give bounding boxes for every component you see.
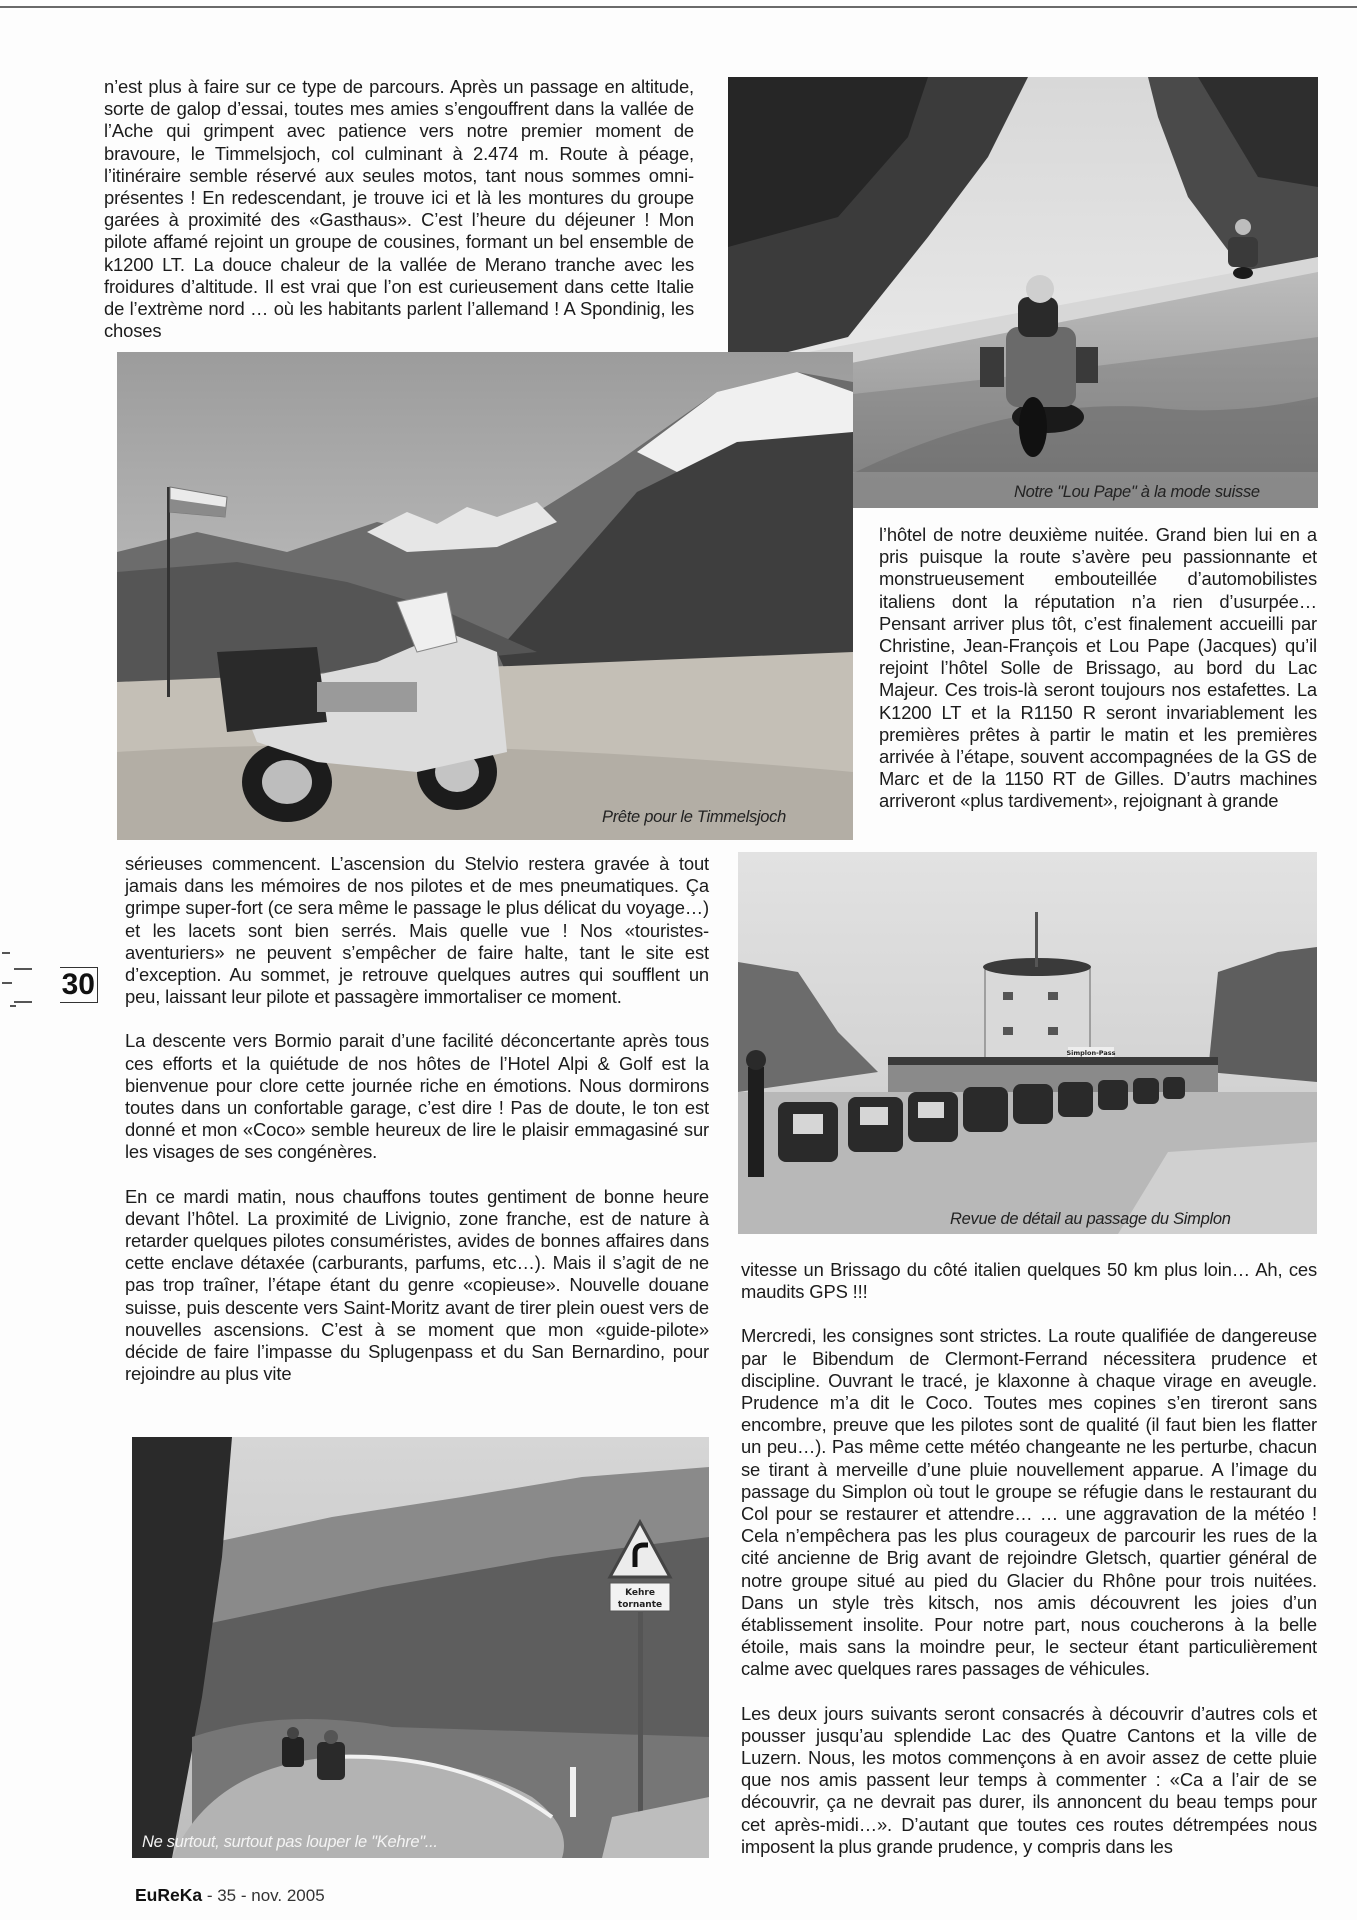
- caption-timmelsjoch: Prête pour le Timmelsjoch: [602, 808, 787, 826]
- photo-simplon: [738, 852, 1317, 1234]
- paragraph: Les deux jours suivants seront consacrés à découvrir d’autres cols et pousser jusqu’au splendide Lac des Quatre Cantons et la ville de Luzern. Nous, les motos commençons à en avoir assez de cette pluie que nos amis passent leur temps à commenter : «Ca a l’air de se découvrir, ça ne devrait pas durer, ils annoncent du beau temps pour cet après-midi…». D’autant que toutes ces routes détrempées nous imposent la plus grande prudence, y compris dans les: [741, 1702, 1317, 1857]
- paragraph: En ce mardi matin, nous chauffons toutes gentiment de bonne heure devant l’hôtel. La proximité de Livignio, zone franche, est de nature à retarder quelques pilotes consuméristes, avides de bonnes affaires dans cette enclave détaxée (carburants, parfums, etc…). Mais il s’agit de ne pas trop traîner, l’étape étant du genre «copieuse». Nouvelle douane suisse, puis descente vers Saint-Moritz avant de tirer plein ouest vers de nouvelles ascensions. C’est à se moment que mon «guide-pilote» décide de faire l’impasse du Splugenpass et du San Bernardino, pour rejoindre au plus vite: [125, 1185, 709, 1385]
- article-text-block-1: [104, 76, 694, 342]
- article-text-block-2: [879, 524, 1317, 813]
- footer-date: nov. 2005: [251, 1886, 325, 1905]
- page-number: 30: [60, 967, 98, 1003]
- page-footer: [135, 1885, 325, 1906]
- photo-timmelsjoch: [117, 352, 853, 840]
- photo-timmelsjoch-image: [117, 352, 853, 840]
- footer-issue-number: 35: [217, 1886, 237, 1905]
- top-rule: [0, 6, 1357, 8]
- paragraph: La descente vers Bormio parait d’une facilité déconcertante après tous ces efforts et la quiétude de nos hôtes de l’Hotel Alpi & Golf est la bienvenue pour clore cette journée riche en émotions. Nous dormirons toutes dans un confortable garage, c’est dire ! Pas de doute, le ton est donné et mon «Coco» semble heureux de lire le plaisir emmagasiné sur les visages de ses congénères.: [125, 1030, 709, 1163]
- margin-tick: [10, 1005, 16, 1007]
- paragraph: n’est plus à faire sur ce type de parcours. Après un passage en altitude, sorte de galop d’essai, toutes mes amies s’engouffrent dans la vallée de l’Ache qui grimpent avec patience vers notre premier moment de bravoure, le Timmelsjoch, col culminant à 2.474 m. Route à péage, l’itinéraire semble réservé aux seules motos, tant nous sommes omni-présentes ! En redescendant, je trouve ici et là les montures du groupe garées à proximité des «Gasthaus». C’est l’heure du déjeuner ! Mon pilote affamé rejoint un groupe de cousines, formant un bel ensemble de k1200 LT. La douce chaleur de la vallée de Merano tranche avec les froidures d’altitude. Il est vrai que l’on est curieusement dans cette Italie de l’extrème nord … où les habitants parlent l’allemand ! A Spondinig, les choses: [104, 76, 694, 342]
- paragraph: sérieuses commencent. L’ascension du Stelvio restera gravée à tout jamais dans les mémoires de nos pilotes et de mes pneumatiques. Ça grimpe super-fort (ce sera même le passage le plus délicat du voyage…) et les lacets sont bien serrés. Mais quelle vue ! Nos «touristes-aventuriers» ne peuvent s’empêcher de faire halte, tant le site est d’exception. Au sommet, je retrouve quelques autres qui soufflent un peu, laissant leur pilote et passagère immortaliser ce moment.: [125, 853, 709, 1008]
- kehre-sign-line-2: tornante: [617, 1600, 663, 1610]
- margin-tick: [2, 982, 12, 984]
- article-text-block-3: [125, 853, 709, 1385]
- footer-separator: -: [236, 1886, 252, 1905]
- photo-simplon-image: [738, 852, 1317, 1234]
- footer-separator: -: [202, 1886, 218, 1905]
- caption-kehre: Ne surtout, surtout pas louper le "Kehre"...: [142, 1833, 438, 1851]
- paragraph: l’hôtel de notre deuxième nuitée. Grand bien lui en a pris puisque la route s’avère peu passionnante et monstrueusement embouteillée d’automobilistes italiens dont la réputation n’a rien d’usurpée… Pensant arriver plus tôt, c’est finalement accueilli par Christine, Jean-François et Lou Pape (Jacques) qu’il rejoint l’hôtel Solle de Brissago, au bord du Lac Majeur. Ces trois-là seront toujours nos estafettes. La K1200 LT et la R1150 R seront invariablement les premières prêtes à partir le matin et les premières arrivée à l’étape, souvent accompagnées de la GS de Marc et de la 1150 RT de Gilles. D’autrs machines arriveront «plus tardivement», rejoignant à grande: [879, 524, 1317, 812]
- caption-simplon: Revue de détail au passage du Simplon: [950, 1210, 1231, 1228]
- caption-lou-pape: Notre "Lou Pape" à la mode suisse: [1014, 483, 1260, 501]
- article-text-block-4: [741, 1259, 1317, 1858]
- footer-magazine-name: EuReKa: [135, 1885, 203, 1905]
- kehre-sign-line-1: Kehre: [625, 1588, 655, 1598]
- margin-tick: [2, 952, 10, 954]
- margin-tick: [14, 968, 32, 970]
- photo-kehre: [132, 1437, 709, 1858]
- photo-kehre-image: [132, 1437, 709, 1858]
- paragraph: vitesse un Brissago du côté italien quelques 50 km plus loin… Ah, ces maudits GPS !!!: [741, 1259, 1317, 1303]
- simplon-building-sign: Simplon-Pass: [1066, 1049, 1116, 1057]
- margin-tick: [14, 1001, 32, 1003]
- paragraph: Mercredi, les consignes sont strictes. La route qualifiée de dangereuse par le Bibendum de Clermont-Ferrand nécessitera prudence et discipline. Ouvrant le tracé, je klaxonne à chaque virage en aveugle. Prudence m’a dit le Coco. Toutes mes copines s’en tireront sans encombre, preuve que les pilotes sont de qualité (il faut bien les flatter un peu…). Pas même cette météo changeante ne les perturbe, chacun se tirant à merveille d’une pluie nouvellement apparue. A l’image du passage du Simplon où tout le groupe se réfugie dans le restaurant du Col pour se restaurer et attendre… … une aggravation de la météo ! Cela n’empêchera pas les plus courageux de parcourir les rues de la cité ancienne de Brig avant de rejoindre Gletsch, quartier général de notre groupe situé au pied du Glacier du Rhône pour trois nuitées. Dans un style très kitsch, nos amis découvrent les joies d’un établissement insolite. Pour notre part, nous coucherons à la belle étoile, mais sans la moindre peur, le secteur étant particulièrement calme avec quelques rares passages de véhicules.: [741, 1325, 1317, 1680]
